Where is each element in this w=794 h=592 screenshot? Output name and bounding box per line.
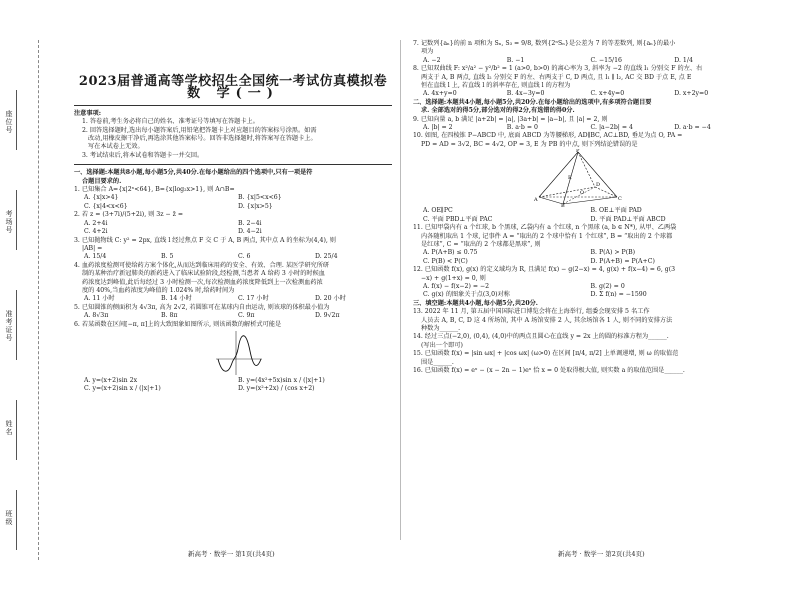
question-15: 15. 已知函数 f(x) = |sin ωx| + |cos ωx| (ω>0) 在区间 [π/4, π/2] 上单调递增, 则 ω 的取值范 bbox=[413, 350, 679, 358]
q10-figure-wrap bbox=[413, 149, 758, 207]
option: D. 25/4 bbox=[315, 253, 338, 261]
edge-dc bbox=[595, 187, 617, 197]
option: A. OE∥PC bbox=[423, 207, 453, 215]
label-a: A bbox=[534, 197, 538, 204]
edge-bc bbox=[563, 197, 617, 204]
option: C. 9π bbox=[238, 312, 255, 320]
binding-label-class: 班级 bbox=[5, 510, 13, 526]
option: A. y=(x+2)sin 2x bbox=[84, 376, 138, 384]
option: B. 8π bbox=[161, 312, 178, 320]
page-2-footer: 新高考 · 数学一 第2页(共4页) bbox=[558, 550, 645, 558]
question-1: 1. 已知集合 A={x|2ˣ<64}, B={x|log₂x>1}, 则 A∩B= bbox=[74, 186, 235, 194]
question-3: 3. 已知抛物线 C: y² = 2px, 直线 l 经过焦点 F 交 C 于 A, B 两点, 其中点 A 的坐标为(4,4), 则 bbox=[74, 236, 336, 244]
option: B. y=(4x²+5x)sin x / (|x|+1) bbox=[238, 376, 325, 384]
section-3-heading: 三、填空题:本题共4小题,每小题5分,共20分. bbox=[413, 299, 538, 307]
binding-line bbox=[16, 290, 17, 360]
option: C. x+4y=0 bbox=[590, 90, 625, 98]
question-4-cont: 度的 40%,当血药浓度为峰值的 1.024% 时,给药时间为 bbox=[82, 286, 235, 294]
option: C. −15/16 bbox=[590, 56, 622, 64]
q10-pyramid-figure bbox=[533, 149, 623, 207]
label-p: P bbox=[576, 149, 580, 155]
note-line: 写在本试卷上无效。 bbox=[88, 143, 144, 151]
note-line: 1. 答卷前,考生务必将自己的姓名、准考证号等填写在答题卡上。 bbox=[82, 118, 259, 126]
question-11-cont: 是红球”, C = “取出的 2 个球都是黑球”, 则 bbox=[421, 240, 541, 248]
option: D. 1/4 bbox=[674, 56, 693, 64]
column-divider bbox=[400, 40, 401, 540]
question-10-cont: PD = AD = 3√2, BC = 4√2, OP = 3, E 为 PB 的中点, 则下列结论错误的是 bbox=[421, 140, 638, 148]
option: D. x+2y=0 bbox=[674, 90, 709, 98]
option: D. {x|x>5} bbox=[238, 202, 273, 210]
q2-options bbox=[74, 220, 392, 237]
diagonal-bd bbox=[563, 187, 595, 204]
option: A. |b| = 2 bbox=[423, 124, 453, 132]
q4-options bbox=[74, 295, 392, 303]
page-1-footer: 新高考 · 数学一 第1页(共4页) bbox=[188, 550, 275, 558]
binding-line bbox=[16, 490, 17, 550]
q12-options bbox=[413, 283, 758, 300]
option: C. y=(x+2)sin x / (|x|+1) bbox=[84, 385, 161, 393]
question-4: 4. 血药浓度检测可使给药方案个体化,从而达到临床用药的安全、有效、合理. 某医学研究所研 bbox=[74, 261, 330, 269]
question-14-cont: (写出一个即可) bbox=[421, 341, 463, 349]
option: D. 平面 PAD⊥平面 ABCD bbox=[590, 215, 666, 223]
label-e: E bbox=[568, 175, 572, 182]
option: D. Σ f(n) = −1590 bbox=[590, 291, 647, 299]
option: A. 15/4 bbox=[84, 253, 107, 261]
label-d: D bbox=[596, 182, 601, 189]
option: A. 8√3π bbox=[84, 312, 109, 320]
page-1 bbox=[74, 40, 392, 394]
option: B. −1 bbox=[506, 56, 525, 64]
option: A. f(x) − f(x−2) = −2 bbox=[423, 282, 490, 290]
note-line: 改动,用橡皮擦干净后,再选涂其他答案标号。回答非选择题时,将答案写在答题卡上。 bbox=[88, 135, 317, 143]
edge-pa bbox=[539, 152, 578, 197]
option: B. 2−4i bbox=[238, 219, 262, 227]
option: B. a·b = 0 bbox=[506, 124, 538, 132]
q11-options bbox=[413, 249, 758, 266]
notes-heading: 注意事项: bbox=[74, 109, 102, 117]
option: C. 平面 PBD⊥平面 PAC bbox=[423, 215, 493, 223]
question-2: 2. 若 z = (3+7i)/(5+2i), 则 3z − z̄ = bbox=[74, 211, 184, 219]
option: B. 5 bbox=[161, 253, 174, 261]
option: A. 11 小时 bbox=[84, 295, 115, 303]
question-4-cont: 药浓度达到峰值,此后每经过 3 小时检测一次,每次检测血药浓度降低到上一次检测血药浓 bbox=[82, 278, 323, 286]
option: C. P(B) < P(C) bbox=[423, 257, 468, 265]
question-5: 5. 已知圆锥的侧面积为 4√3π, 高为 2√2, 若圆锥可在某球内自由运动, 则该球的体积最小值为 bbox=[74, 303, 330, 311]
question-4-cont: 制的某种治疗新冠肺炎的新药进入了临床试验阶段,经检测,当患者 A 给药 3 小时的时候血 bbox=[82, 270, 325, 278]
option: B. g(2) = 0 bbox=[590, 282, 625, 290]
option: A. P(A+B) ≤ 0.75 bbox=[423, 249, 478, 257]
question-12: 12. 已知函数 f(x), g(x) 的定义域均为 R, 且满足 f(x) − g(2−x) = 4, g(x) + f(x−4) = 6, g(3 bbox=[413, 266, 676, 274]
question-8-cont: 恒在直线 l 上, 若直线 l 的斜率存在, 则直线 l 的方程为 bbox=[421, 82, 571, 90]
exam-subject: 数 学(一) bbox=[187, 86, 279, 102]
binding-line bbox=[16, 400, 17, 460]
binding-line bbox=[16, 190, 17, 250]
question-11-cont: 内各随机取出 1 个球, 记事件 A = “取出的 2 个球中恰有 1 个红球”, B = “取出的 2 个球都 bbox=[421, 232, 673, 240]
option: C. 17 小时 bbox=[238, 295, 269, 303]
label-o: O bbox=[580, 190, 585, 197]
question-8: 8. 已知双曲线 F: x²/a² − y²/b² = 1 (a>0, b>0) 的离心率为 3, 斜率为 −2 的直线 l₁ 分别交 F 的左、右 bbox=[413, 65, 703, 73]
question-6: 6. 若某函数在区间[−π, π]上的大致图象如图所示, 则该函数的解析式可能是 bbox=[74, 320, 282, 328]
q8-options bbox=[413, 90, 758, 98]
question-7: 7. 记数列{aₙ}的前 n 项和为 Sₙ, S₃ = 9/8, 数列{2ⁿSₙ}是公差为 7 的等差数列, 则{aₙ}的最小 bbox=[413, 40, 676, 47]
question-8-cont: 两支于 A, B 两点, 直线 l₂ 分别交 F 的左、右两支于 C, D 两点, 且 l₁ ∥ l₂, AC 交 BD 于点 E, 点 E bbox=[421, 73, 692, 81]
option: D. 4−2i bbox=[238, 228, 262, 236]
binding-label-name: 姓名 bbox=[5, 420, 13, 436]
label-b: B bbox=[561, 203, 565, 208]
binding-label-seat: 座位号 bbox=[5, 110, 13, 134]
option: C. {x|4<x<6} bbox=[84, 202, 128, 210]
option: D. y=(x²+2x) / (cos x+2) bbox=[238, 385, 315, 393]
option: A. 4x+y=0 bbox=[423, 90, 457, 98]
question-10: 10. 如图, 在四棱锥 P−ABCD 中, 底面 ABCD 为等腰梯形, AD∥BC, AC⊥BD, 垂足为点 O, PA = bbox=[413, 132, 683, 140]
option: A. {x|x>4} bbox=[84, 194, 119, 202]
option: D. 20 小时 bbox=[315, 295, 346, 303]
function-curve bbox=[218, 336, 261, 371]
question-13: 13. 2022 年 11 月, 第五届中国国际进口博览会将在上海举行, 组委会现安排 5 名工作 bbox=[413, 308, 650, 316]
question-9: 9. 已知向量 a, b 满足 |a+2b| = |a|, |3a+b| = |a−b|, 且 |a| = 2, 则 bbox=[413, 115, 608, 123]
exam-sheet bbox=[38, 40, 762, 560]
q6-figure-wrap bbox=[74, 329, 392, 377]
section-1-heading: 一、选择题:本题共8小题,每小题5分,共40分.在每小题给出的四个选项中,只有一项是符 bbox=[74, 169, 313, 177]
question-3-cont: |AB| = bbox=[82, 244, 103, 252]
edge-ab bbox=[539, 197, 563, 204]
option: B. 14 小时 bbox=[161, 295, 192, 303]
section-2-heading-cont: 求. 全部选对的得5分,部分选对的得2分,有选错的得0分. bbox=[421, 107, 575, 115]
title-rule bbox=[74, 105, 392, 106]
option: D. 9√2π bbox=[315, 312, 340, 320]
binding-label-room: 考场号 bbox=[5, 210, 13, 234]
label-c: C bbox=[618, 196, 622, 203]
binding-line bbox=[16, 90, 17, 150]
option: B. P(A) > P(B) bbox=[590, 249, 636, 257]
q3-options bbox=[74, 253, 392, 261]
note-line: 3. 考试结束后,将本试卷和答题卡一并交回。 bbox=[82, 151, 204, 159]
q5-options bbox=[74, 312, 392, 320]
option: D. P(A+B) = P(A+C) bbox=[590, 257, 655, 265]
section-2-heading: 二、选择题:本题共4小题,每小题5分,共20分.在每小题给出的选项中,有多项符合题目要 bbox=[413, 98, 652, 106]
question-12-cont: −x) + g(1+x) = 0, 则 bbox=[421, 274, 486, 282]
option: C. 4+2i bbox=[84, 228, 108, 236]
q1-options bbox=[74, 194, 392, 211]
page-2 bbox=[413, 40, 758, 375]
question-14: 14. 经过三点(−2,0), (0,4), (4,0)中的两点且圆心在直线 y = 2x 上的圆的标准方程为______. bbox=[413, 333, 669, 341]
q6-function-graph bbox=[214, 329, 264, 377]
option: B. OE⊥平面 PAD bbox=[590, 207, 642, 215]
q7-options bbox=[413, 57, 758, 65]
option: C. |a−2b| = 4 bbox=[590, 124, 633, 132]
question-7-cont: 项为 bbox=[421, 48, 434, 56]
option: B. 4x−3y=0 bbox=[506, 90, 545, 98]
q6-options bbox=[74, 377, 392, 394]
option: C. 6 bbox=[238, 253, 251, 261]
option: D. a·b = −4 bbox=[674, 124, 711, 132]
option: C. g(x) 的图象关于点(3,0)对称 bbox=[423, 291, 510, 299]
question-13-cont: 种数为______. bbox=[421, 324, 461, 332]
exam-title: 2023届普通高等学校招生全国统一考试仿真模拟卷 bbox=[78, 74, 388, 89]
binding-margin bbox=[0, 40, 39, 560]
option: B. {x|5<x<6} bbox=[238, 194, 282, 202]
option: A. 2+4i bbox=[84, 219, 108, 227]
question-11: 11. 已知甲袋内有 a 个红球, b 个黑球, 乙袋内有 a 个红球, n 个黑球 (a, b ∈ N*), 从甲、乙两袋 bbox=[413, 224, 677, 232]
option: A. −2 bbox=[423, 56, 441, 64]
question-16: 16. 已知函数 f(x) = eˣ − (x − 2n − 1)eˣ 恰 x = 0 处取得极大值, 则实数 a 的取值范围是______. bbox=[413, 367, 685, 374]
edge-ad bbox=[539, 187, 595, 197]
section-1-heading-cont: 合题目要求的. bbox=[82, 177, 122, 185]
edge-pd bbox=[578, 152, 595, 187]
notes-rule bbox=[74, 164, 392, 165]
q10-options bbox=[413, 207, 758, 224]
binding-label-id: 准考证号 bbox=[5, 310, 13, 342]
question-15-cont: 围是______. bbox=[421, 358, 454, 366]
question-13-cont: 人员去 A, B, C, D 这 4 所场馆, 其中 A 场馆安排 2 人, 其余场馆各 1 人, 则不同的安排方法 bbox=[421, 316, 673, 324]
note-line: 2. 回答选择题时,选出每小题答案后,用铅笔把答题卡上对应题目的答案标号涂黑。如需 bbox=[82, 126, 317, 134]
